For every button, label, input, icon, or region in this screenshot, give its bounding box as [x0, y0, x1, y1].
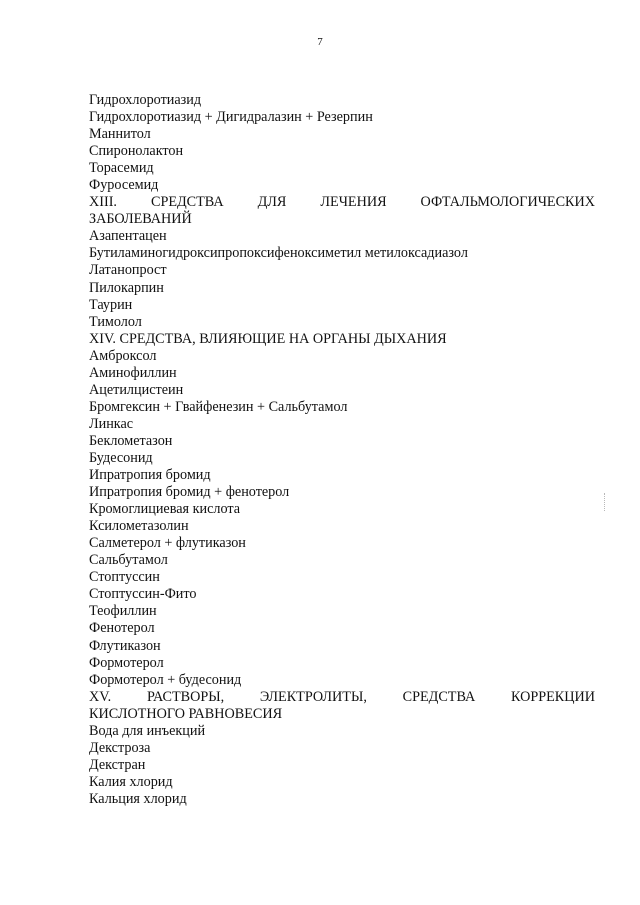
list-item: Ипратропия бромид + фенотерол: [89, 484, 290, 501]
document-body: [89, 92, 595, 808]
list-item: Декстран: [89, 756, 146, 773]
list-item: Калия хлорид: [89, 773, 173, 790]
list-item: Аминофиллин: [89, 364, 177, 381]
section-heading: XIII. СРЕДСТВА ДЛЯ ЛЕЧЕНИЯ ОФТАЛЬМОЛОГИЧЕСКИХ: [89, 194, 595, 211]
list-item: Фенотерол: [89, 620, 155, 637]
list-item: Гидрохлоротиазид: [89, 92, 202, 108]
section-heading: XIV. СРЕДСТВА, ВЛИЯЮЩИЕ НА ОРГАНЫ ДЫХАНИЯ: [89, 330, 447, 347]
list-item: Салметерол + флутиказон: [89, 535, 246, 552]
list-item: Формотерол: [89, 654, 164, 671]
list-item: Ксилометазолин: [89, 518, 189, 535]
page-number: 7: [317, 36, 323, 48]
list-item: Бромгексин + Гвайфенезин + Сальбутамол: [89, 398, 348, 415]
list-item: Гидрохлоротиазид + Дигидралазин + Резерпин: [89, 109, 373, 126]
list-item: Амброксол: [89, 347, 157, 364]
section-heading-continuation: КИСЛОТНОГО РАВНОВЕСИЯ: [89, 705, 283, 722]
list-item: Вода для инъекций: [89, 722, 206, 739]
list-item: Формотерол + будесонид: [89, 671, 242, 688]
list-item: Таурин: [89, 296, 133, 313]
list-item: Флутиказон: [89, 637, 161, 654]
list-item: Фуросемид: [89, 177, 159, 194]
list-item: Кромоглициевая кислота: [89, 501, 241, 518]
list-item: Азапентацен: [89, 228, 167, 245]
list-item: Латанопрост: [89, 262, 167, 279]
list-item: Будесонид: [89, 449, 153, 466]
section-heading-continuation: ЗАБОЛЕВАНИЙ: [89, 211, 192, 228]
list-item: Сальбутамол: [89, 552, 168, 569]
section-heading: XV. РАСТВОРЫ, ЭЛЕКТРОЛИТЫ, СРЕДСТВА КОРРЕКЦИИ: [89, 688, 595, 705]
list-item: Беклометазон: [89, 432, 173, 449]
list-item: Ацетилцистеин: [89, 381, 184, 398]
section-14: [89, 331, 595, 689]
list-item: Теофиллин: [89, 603, 157, 620]
list-item: Спиронолактон: [89, 143, 184, 160]
list-item: Пилокарпин: [89, 279, 164, 296]
list-item: Маннитол: [89, 126, 151, 143]
drug-list-block-1: [89, 92, 595, 194]
scan-margin-mark: [604, 493, 607, 511]
section-13: [89, 194, 595, 330]
list-item: Торасемид: [89, 160, 154, 177]
list-item: Стоптуссин-Фито: [89, 586, 197, 603]
list-item: Линкас: [89, 415, 134, 432]
list-item: Стоптуссин: [89, 569, 160, 586]
section-15: [89, 689, 595, 808]
list-item: Декстроза: [89, 739, 151, 756]
list-item: Бутиламиногидроксипропоксифеноксиметил метилоксадиазол: [89, 245, 468, 262]
list-item: Тимолол: [89, 313, 142, 330]
list-item: Кальция хлорид: [89, 790, 187, 807]
list-item: Ипратропия бромид: [89, 467, 211, 484]
